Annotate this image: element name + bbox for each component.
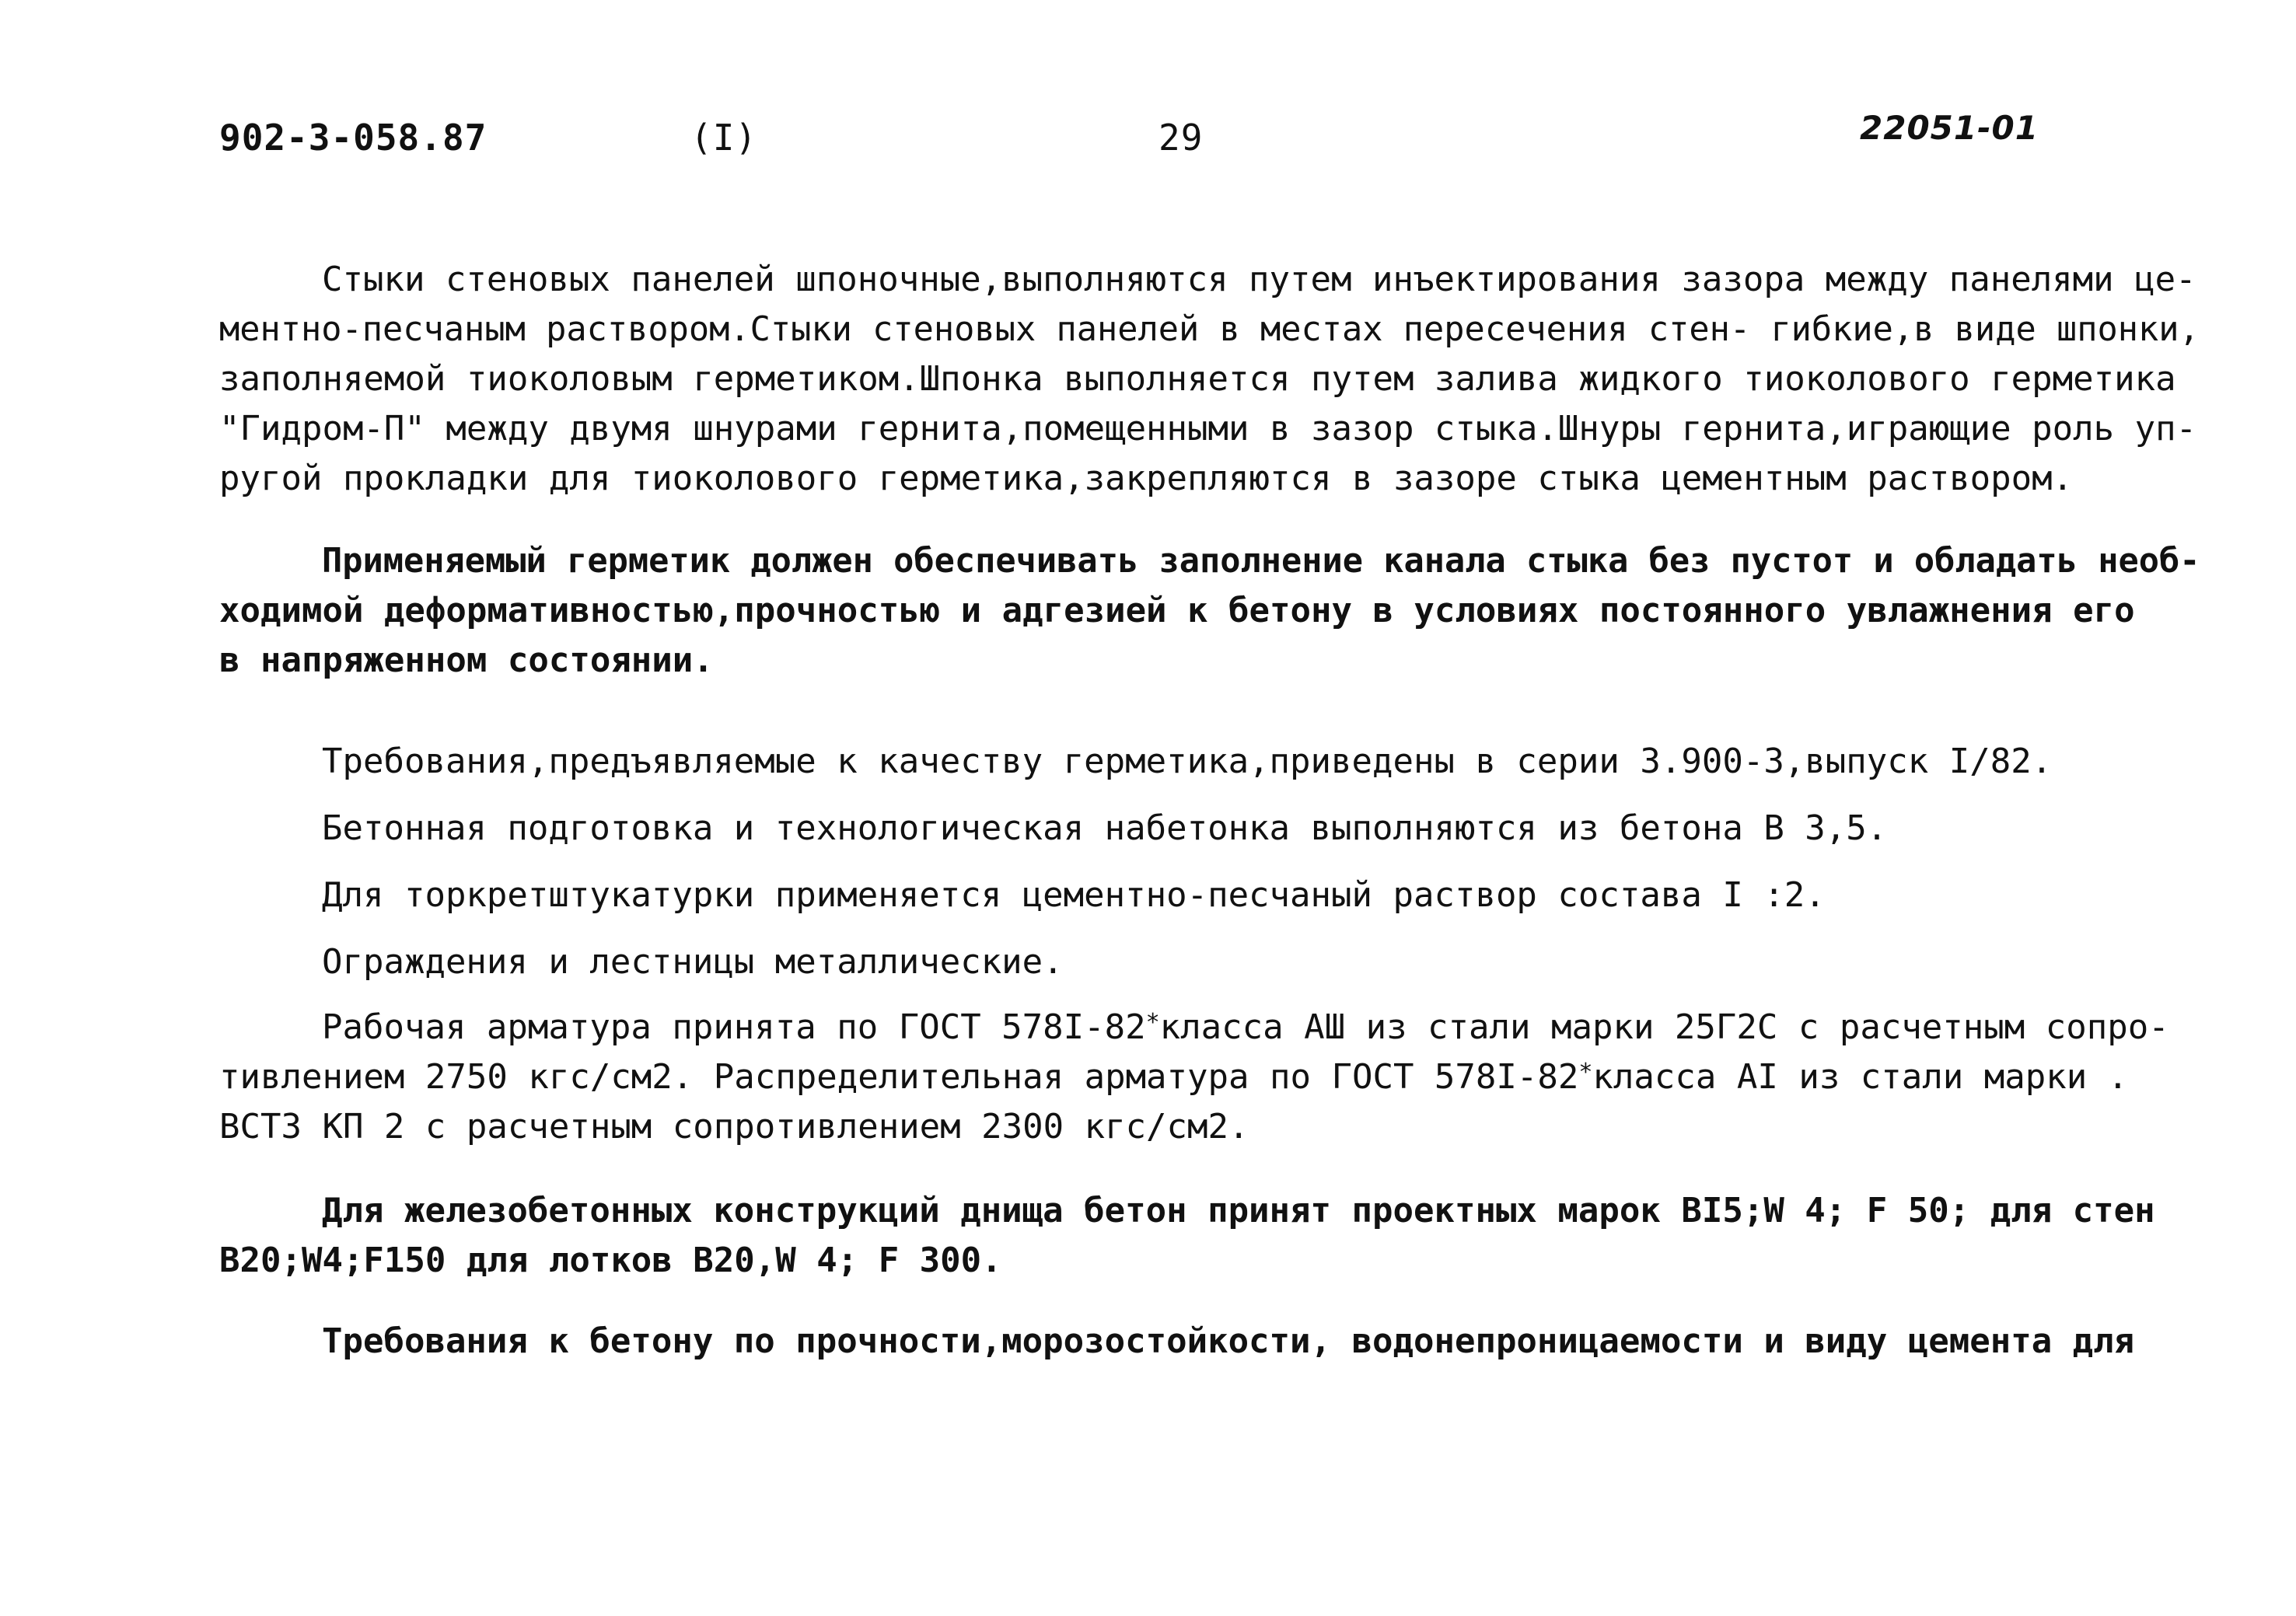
paragraph-1-line-1: Стыки стеновых панелей шпоночные,выполняются путем инъектирования зазора между панелями це-: [322, 260, 2196, 299]
document-code: 902-3-058.87: [219, 117, 488, 159]
paragraph-1-line-5: ругой прокладки для тиоколового герметика,закрепляются в зазоре стыка цементным раствором.: [219, 459, 2074, 498]
paragraph-7-line-1-b: класса АШ из стали марки 25Г2С с расчетным сопро-: [1159, 1007, 2169, 1047]
paragraph-5: Для торкретштукатурки применяется цементно-песчаный раствор состава I :2.: [322, 875, 1826, 915]
archive-number: 22051-01: [1860, 109, 2039, 147]
document-part: (I): [690, 117, 758, 159]
paragraph-3: Требования,предъявляемые к качеству герметика,приведены в серии 3.900-3,выпуск I/82.: [322, 742, 2053, 781]
paragraph-2-line-3: в напряженном состоянии.: [219, 640, 714, 680]
paragraph-2-line-2: ходимой деформативностью,прочностью и адгезией к бетону в условиях постоянного увлажнения его: [219, 591, 2135, 630]
paragraph-7-line-2: [219, 1054, 2128, 1101]
paragraph-2-line-1: Применяемый герметик должен обеспечивать заполнение канала стыка без пустот и обладать необ-: [322, 542, 2200, 581]
paragraph-9-line-1: Требования к бетону по прочности,морозостойкости, водонепроницаемости и виду цемента для: [322, 1321, 2135, 1361]
paragraph-7-line-2-b: класса AI из стали марки .: [1592, 1057, 2129, 1097]
paragraph-7-line-1-a: Рабочая арматура принята по ГОСТ 578I-82: [322, 1007, 1146, 1047]
paragraph-4: Бетонная подготовка и технологическая набетонка выполняются из бетона В 3,5.: [322, 808, 1888, 848]
paragraph-8-line-1: Для железобетонных конструкций днища бетон принят проектных марок BI5;W 4; F 50; для стен: [322, 1191, 2155, 1230]
paragraph-1-line-2: ментно-песчаным раствором.Стыки стеновых панелей в местах пересечения стен- гибкие,в виде шпонки,: [219, 310, 2200, 349]
paragraph-6: Ограждения и лестницы металлические.: [322, 942, 1064, 982]
paragraph-7-line-2-a: тивлением 2750 кгс/см2. Распределительная арматура по ГОСТ 578I-82: [219, 1057, 1579, 1097]
paragraph-8-line-2: B20;W4;F150 для лотков B20,W 4; F 300.: [219, 1241, 1002, 1280]
footnote-mark: *: [1145, 1009, 1160, 1036]
page-number: 29: [1158, 117, 1204, 159]
paragraph-1-line-4: "Гидром-П" между двумя шнурами гернита,помещенными в зазор стыка.Шнуры гернита,играющие роль уп-: [219, 409, 2197, 449]
paragraph-1-line-3: заполняемой тиоколовым герметиком.Шпонка выполняется путем залива жидкого тиоколового герметика: [219, 359, 2176, 399]
paragraph-7-line-1: [322, 1004, 2169, 1051]
footnote-mark: *: [1578, 1059, 1593, 1086]
paragraph-7-line-3: ВСТ3 КП 2 с расчетным сопротивлением 2300 кгс/см2.: [219, 1107, 1249, 1147]
